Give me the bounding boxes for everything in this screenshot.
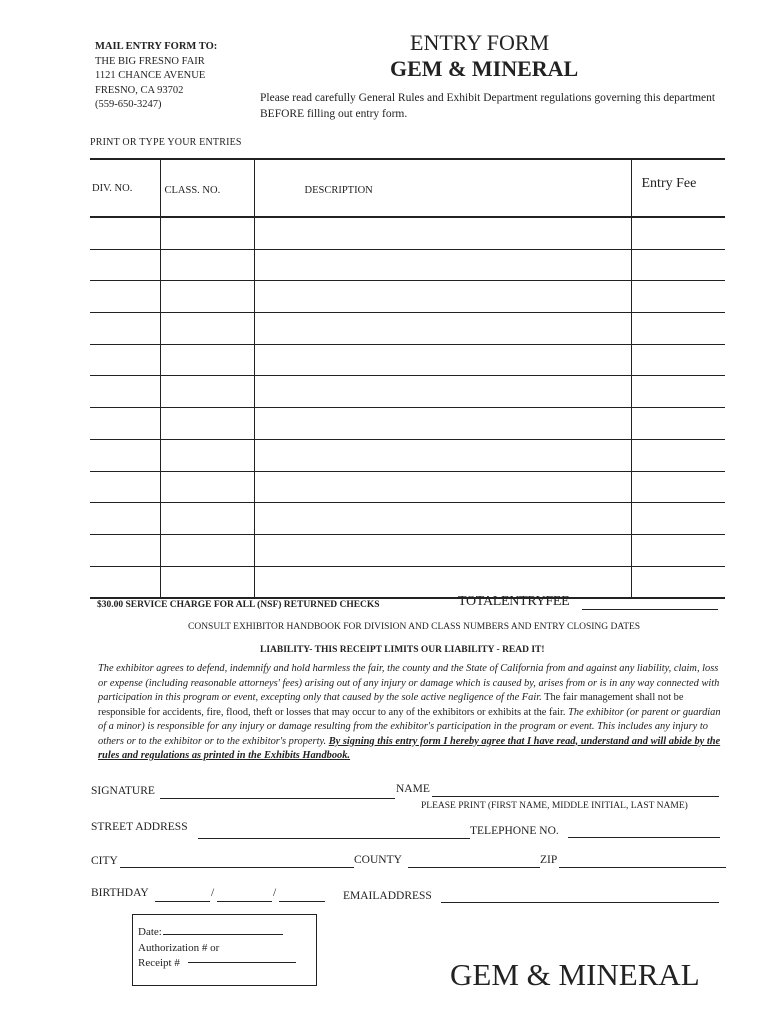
fee-cell[interactable] (631, 249, 725, 281)
fee-cell[interactable] (631, 566, 725, 598)
header-entry-fee: Entry Fee (631, 159, 725, 217)
birthday-slash: / (211, 887, 215, 899)
table-row[interactable] (90, 281, 725, 313)
mail-heading: MAIL ENTRY FORM TO: (95, 41, 218, 52)
mail-line: THE BIG FRESNO FAIR (95, 55, 205, 67)
office-use-box (132, 914, 317, 986)
telephone-label: TELEPHONE NO. (470, 825, 559, 837)
description-cell[interactable] (254, 249, 631, 281)
receipt-label: Receipt # (138, 957, 180, 969)
table-row[interactable] (90, 471, 725, 503)
mailing-address (95, 40, 217, 113)
fee-cell[interactable] (631, 281, 725, 313)
class-cell[interactable] (160, 376, 254, 408)
div-cell[interactable] (90, 566, 160, 598)
class-cell[interactable] (160, 534, 254, 566)
description-cell[interactable] (254, 217, 631, 249)
fee-cell[interactable] (631, 534, 725, 566)
table-header-row (90, 159, 725, 217)
div-cell[interactable] (90, 534, 160, 566)
county-field[interactable] (408, 867, 540, 868)
county-label: COUNTY (354, 854, 402, 866)
description-cell[interactable] (254, 439, 631, 471)
table-row[interactable] (90, 408, 725, 440)
div-cell[interactable] (90, 503, 160, 535)
header-description: DESCRIPTION (254, 159, 631, 217)
class-cell[interactable] (160, 281, 254, 313)
table-row[interactable] (90, 566, 725, 598)
birthday-slash: / (273, 887, 277, 899)
intro-text: Please read carefully General Rules and Exhibit Department regulations governing this department BEFORE filling out entry form. (260, 92, 716, 120)
authorization-label: Authorization # or (138, 941, 220, 954)
print-instruction: PRINT OR TYPE YOUR ENTRIES (90, 137, 242, 148)
class-cell[interactable] (160, 439, 254, 471)
table-row[interactable] (90, 376, 725, 408)
table-row[interactable] (90, 249, 725, 281)
header-class-no: CLASS. NO. (160, 159, 254, 217)
form-title: ENTRY FORM (410, 30, 550, 55)
class-cell[interactable] (160, 217, 254, 249)
description-cell[interactable] (254, 566, 631, 598)
description-cell[interactable] (254, 471, 631, 503)
div-cell[interactable] (90, 249, 160, 281)
email-label: EMAILADDRESS (343, 890, 432, 902)
div-cell[interactable] (90, 217, 160, 249)
class-cell[interactable] (160, 408, 254, 440)
birthday-label: BIRTHDAY (91, 887, 149, 899)
div-cell[interactable] (90, 313, 160, 345)
zip-label: ZIP (540, 854, 558, 866)
description-cell[interactable] (254, 376, 631, 408)
div-cell[interactable] (90, 344, 160, 376)
div-cell[interactable] (90, 408, 160, 440)
form-subtitle: GEM & MINERAL (390, 56, 579, 81)
zip-field[interactable] (559, 867, 726, 868)
fee-cell[interactable] (631, 376, 725, 408)
total-entry-fee-field[interactable] (582, 609, 718, 610)
total-entry-fee-label: TOTALENTRYFEE (458, 594, 570, 609)
table-row[interactable] (90, 503, 725, 535)
date-field[interactable] (163, 934, 283, 935)
email-field[interactable] (441, 902, 719, 903)
fee-cell[interactable] (631, 217, 725, 249)
class-cell[interactable] (160, 249, 254, 281)
liability-p1: The exhibitor agrees to defend, indemnify and hold harmless the fair, the county and the State of California from and against any liability, claim, loss or expense (including reasonable attorneys' fees) arising out of any injury or damage which is caused by, arises from or is in any way connected with participation in this program or event, excepting only that caused by the sole active negligence of the Fair. (98, 663, 720, 703)
description-cell[interactable] (254, 281, 631, 313)
table-row[interactable] (90, 439, 725, 471)
footer-title: GEM & MINERAL (450, 957, 700, 992)
telephone-field[interactable] (568, 837, 720, 838)
liability-text (98, 662, 723, 764)
description-cell[interactable] (254, 534, 631, 566)
description-cell[interactable] (254, 408, 631, 440)
class-cell[interactable] (160, 344, 254, 376)
liability-heading: LIABILITY- THIS RECEIPT LIMITS OUR LIABILITY - READ IT! (260, 645, 545, 655)
mail-line: 1121 CHANCE AVENUE (95, 70, 206, 81)
mail-line: (559-650-3247) (95, 99, 162, 110)
date-label: Date: (138, 926, 162, 938)
birthday-month-field[interactable] (155, 901, 210, 902)
class-cell[interactable] (160, 503, 254, 535)
div-cell[interactable] (90, 439, 160, 471)
birthday-day-field[interactable] (217, 901, 272, 902)
street-address-label: STREET ADDRESS (91, 821, 188, 833)
fee-cell[interactable] (631, 313, 725, 345)
print-name-note: PLEASE PRINT (FIRST NAME, MIDDLE INITIAL, LAST NAME) (421, 801, 688, 811)
fee-cell[interactable] (631, 439, 725, 471)
description-cell[interactable] (254, 313, 631, 345)
div-cell[interactable] (90, 281, 160, 313)
liability-p3: The exhibitor (or parent or guardian of a minor) is responsible for any injury or damage resulting from the exhibitor's participation in the program or event. This includes any injury to others or to the exhibitor or to the exhibitor's property. (98, 706, 721, 747)
table-row[interactable] (90, 313, 725, 345)
class-cell[interactable] (160, 313, 254, 345)
consult-note: CONSULT EXHIBITOR HANDBOOK FOR DIVISION AND CLASS NUMBERS AND ENTRY CLOSING DATES (188, 622, 641, 632)
class-cell[interactable] (160, 471, 254, 503)
name-field[interactable] (432, 796, 719, 797)
mail-line: FRESNO, CA 93702 (95, 84, 184, 96)
agreement-statement: By signing this entry form I hereby agree that I have read, understand and will abide by the rules and regulations as printed in the Exhibits Handbook. (98, 735, 721, 761)
header-div-no: DIV. NO. (90, 159, 160, 217)
fee-cell[interactable] (631, 471, 725, 503)
description-cell[interactable] (254, 344, 631, 376)
class-cell[interactable] (160, 566, 254, 598)
table-row[interactable] (90, 344, 725, 376)
liability-p2: The fair management shall not be responsible for accidents, fire, flood, theft or losses that may occur to any of the exhibitors or exhibits at the fair. (98, 692, 684, 718)
description-cell[interactable] (254, 503, 631, 535)
div-cell[interactable] (90, 376, 160, 408)
receipt-field[interactable] (188, 962, 296, 963)
fee-cell[interactable] (631, 503, 725, 535)
table-row[interactable] (90, 534, 725, 566)
name-label: NAME (396, 783, 430, 795)
signature-label: SIGNATURE (91, 785, 155, 797)
street-address-field[interactable] (198, 838, 470, 839)
city-label: CITY (91, 855, 118, 867)
birthday-year-field[interactable] (279, 901, 325, 902)
office-use-text (138, 925, 296, 972)
fee-cell[interactable] (631, 344, 725, 376)
service-charge-note: $30.00 SERVICE CHARGE FOR ALL (NSF) RETURNED CHECKS (97, 600, 380, 610)
div-cell[interactable] (90, 471, 160, 503)
fee-cell[interactable] (631, 408, 725, 440)
city-field[interactable] (120, 867, 354, 868)
signature-field[interactable] (160, 798, 395, 799)
table-row[interactable] (90, 217, 725, 249)
entries-table (90, 158, 725, 599)
